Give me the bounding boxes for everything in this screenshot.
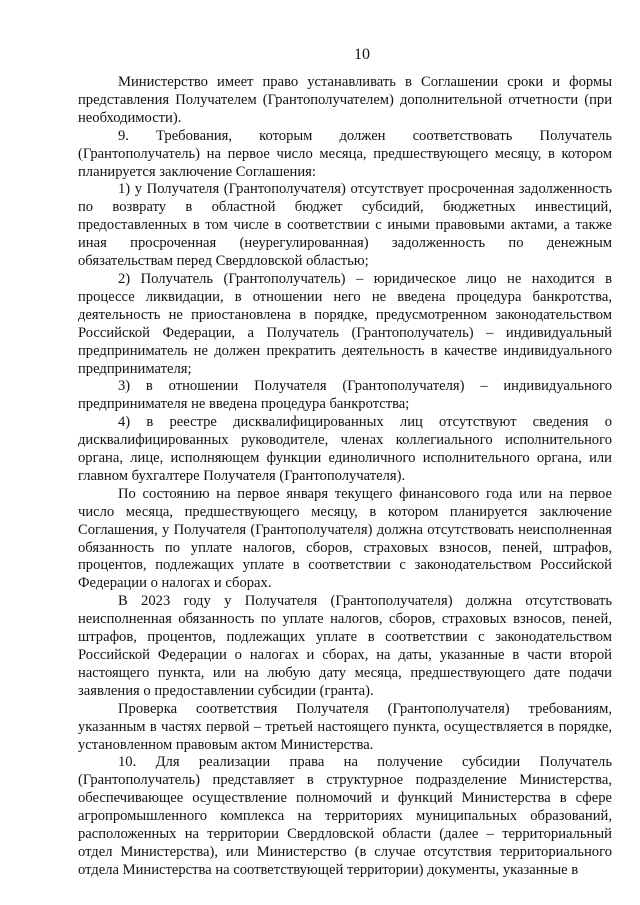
paragraph-subitem-3: 3) в отношении Получателя (Грантополучателя) – индивидуального предпринимателя не введена процедура банкротства; — [78, 378, 612, 413]
paragraph-subitem-1: 1) у Получателя (Грантополучателя) отсутствует просроченная задолженность по возврату в областной бюджет субсидий, бюджетных инвестиций, предоставленных в том числе в соответствии с иными правовыми актами, а также иная просроченная (неурегулированная) задолженность по денежным обязательствам перед Свердловской областью; — [78, 181, 612, 270]
paragraph-item-9-requirements: 9. Требования, которым должен соответствовать Получатель (Грантополучатель) на первое число месяца, предшествующего месяцу, в котором планируется заключение Соглашения: — [78, 127, 612, 180]
page-number: 10 — [354, 46, 370, 63]
paragraph-subitem-4: 4) в реестре дисквалифицированных лиц отсутствуют сведения о дисквалифицированных руководителе, членах коллегиального исполнительного органа, лице, исполняющем функции единоличного исполнительного органа, или главном бухгалтере Получателя (Грантополучателя). — [78, 414, 612, 484]
paragraph-2023-tax: В 2023 году у Получателя (Грантополучателя) должна отсутствовать неисполненная обязанность по уплате налогов, сборов, страховых взносов, пеней, штрафов, процентов, подлежащих уплате в соответствии с законодательством Российской Федерации о налогах и сборах, на даты, указанные в части второй настоящего пункта, или на любую дату месяца, предшествующего дате подачи заявления о предоставлении субсидии (гранта). — [78, 593, 612, 699]
paragraph-verification: Проверка соответствия Получателя (Грантополучателя) требованиям, указанным в частях первой – третьей настоящего пункта, осуществляется в порядке, установленном правовым актом Министерства. — [78, 700, 612, 753]
paragraph-subitem-2: 2) Получатель (Грантополучатель) – юридическое лицо не находится в процессе ликвидации, в отношении него не введена процедура банкротства, деятельность не приостановлена в порядке, предусмотренном законодательством Российской Федерации, а Получатель (Грантополучатель) – индивидуальный предприниматель не должен прекратить деятельность в качестве индивидуального предпринимателя; — [78, 270, 612, 377]
paragraph-item-10-documents: 10. Для реализации права на получение субсидии Получатель (Грантополучатель) представляет в структурное подразделение Министерства, обеспечивающее осуществление полномочий и функций Министерства в сфере агропромышленного комплекса на территориях муниципальных образований, расположенных на территории Свердловской области (далее – территориальный отдел Министерства), или Министерство (в случае отсутствия территориального отдела Министерства на соответствующей территории) документы, указанные в — [78, 754, 612, 878]
paragraph-tax-obligations: По состоянию на первое января текущего финансового года или на первое число месяца, предшествующего месяцу, в котором планируется заключение Соглашения, у Получателя (Грантополучателя) должна отсутствовать неисполненная обязанность по уплате налогов, сборов, страховых взносов, пеней, штрафов, процентов, подлежащих уплате в соответствии с законодательством Российской Федерации о налогах и сборах. — [78, 485, 612, 592]
paragraph-reporting: Министерство имеет право устанавливать в Соглашении сроки и формы представления Получателем (Грантополучателем) дополнительной отчетности (при необходимости). — [78, 74, 612, 126]
